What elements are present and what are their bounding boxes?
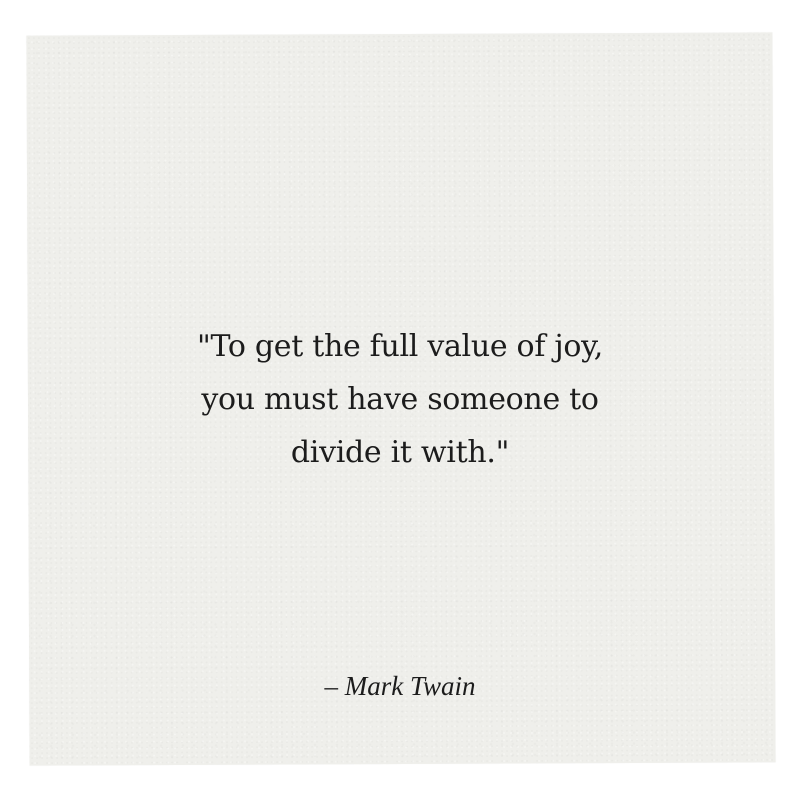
author-attribution: – Mark Twain [324, 671, 476, 701]
quote-text [0, 320, 800, 479]
quote-line: "To get the full value of joy, [196, 329, 604, 364]
quote-line: divide it with." [290, 435, 510, 470]
quote-line: you must have someone to [201, 382, 599, 417]
